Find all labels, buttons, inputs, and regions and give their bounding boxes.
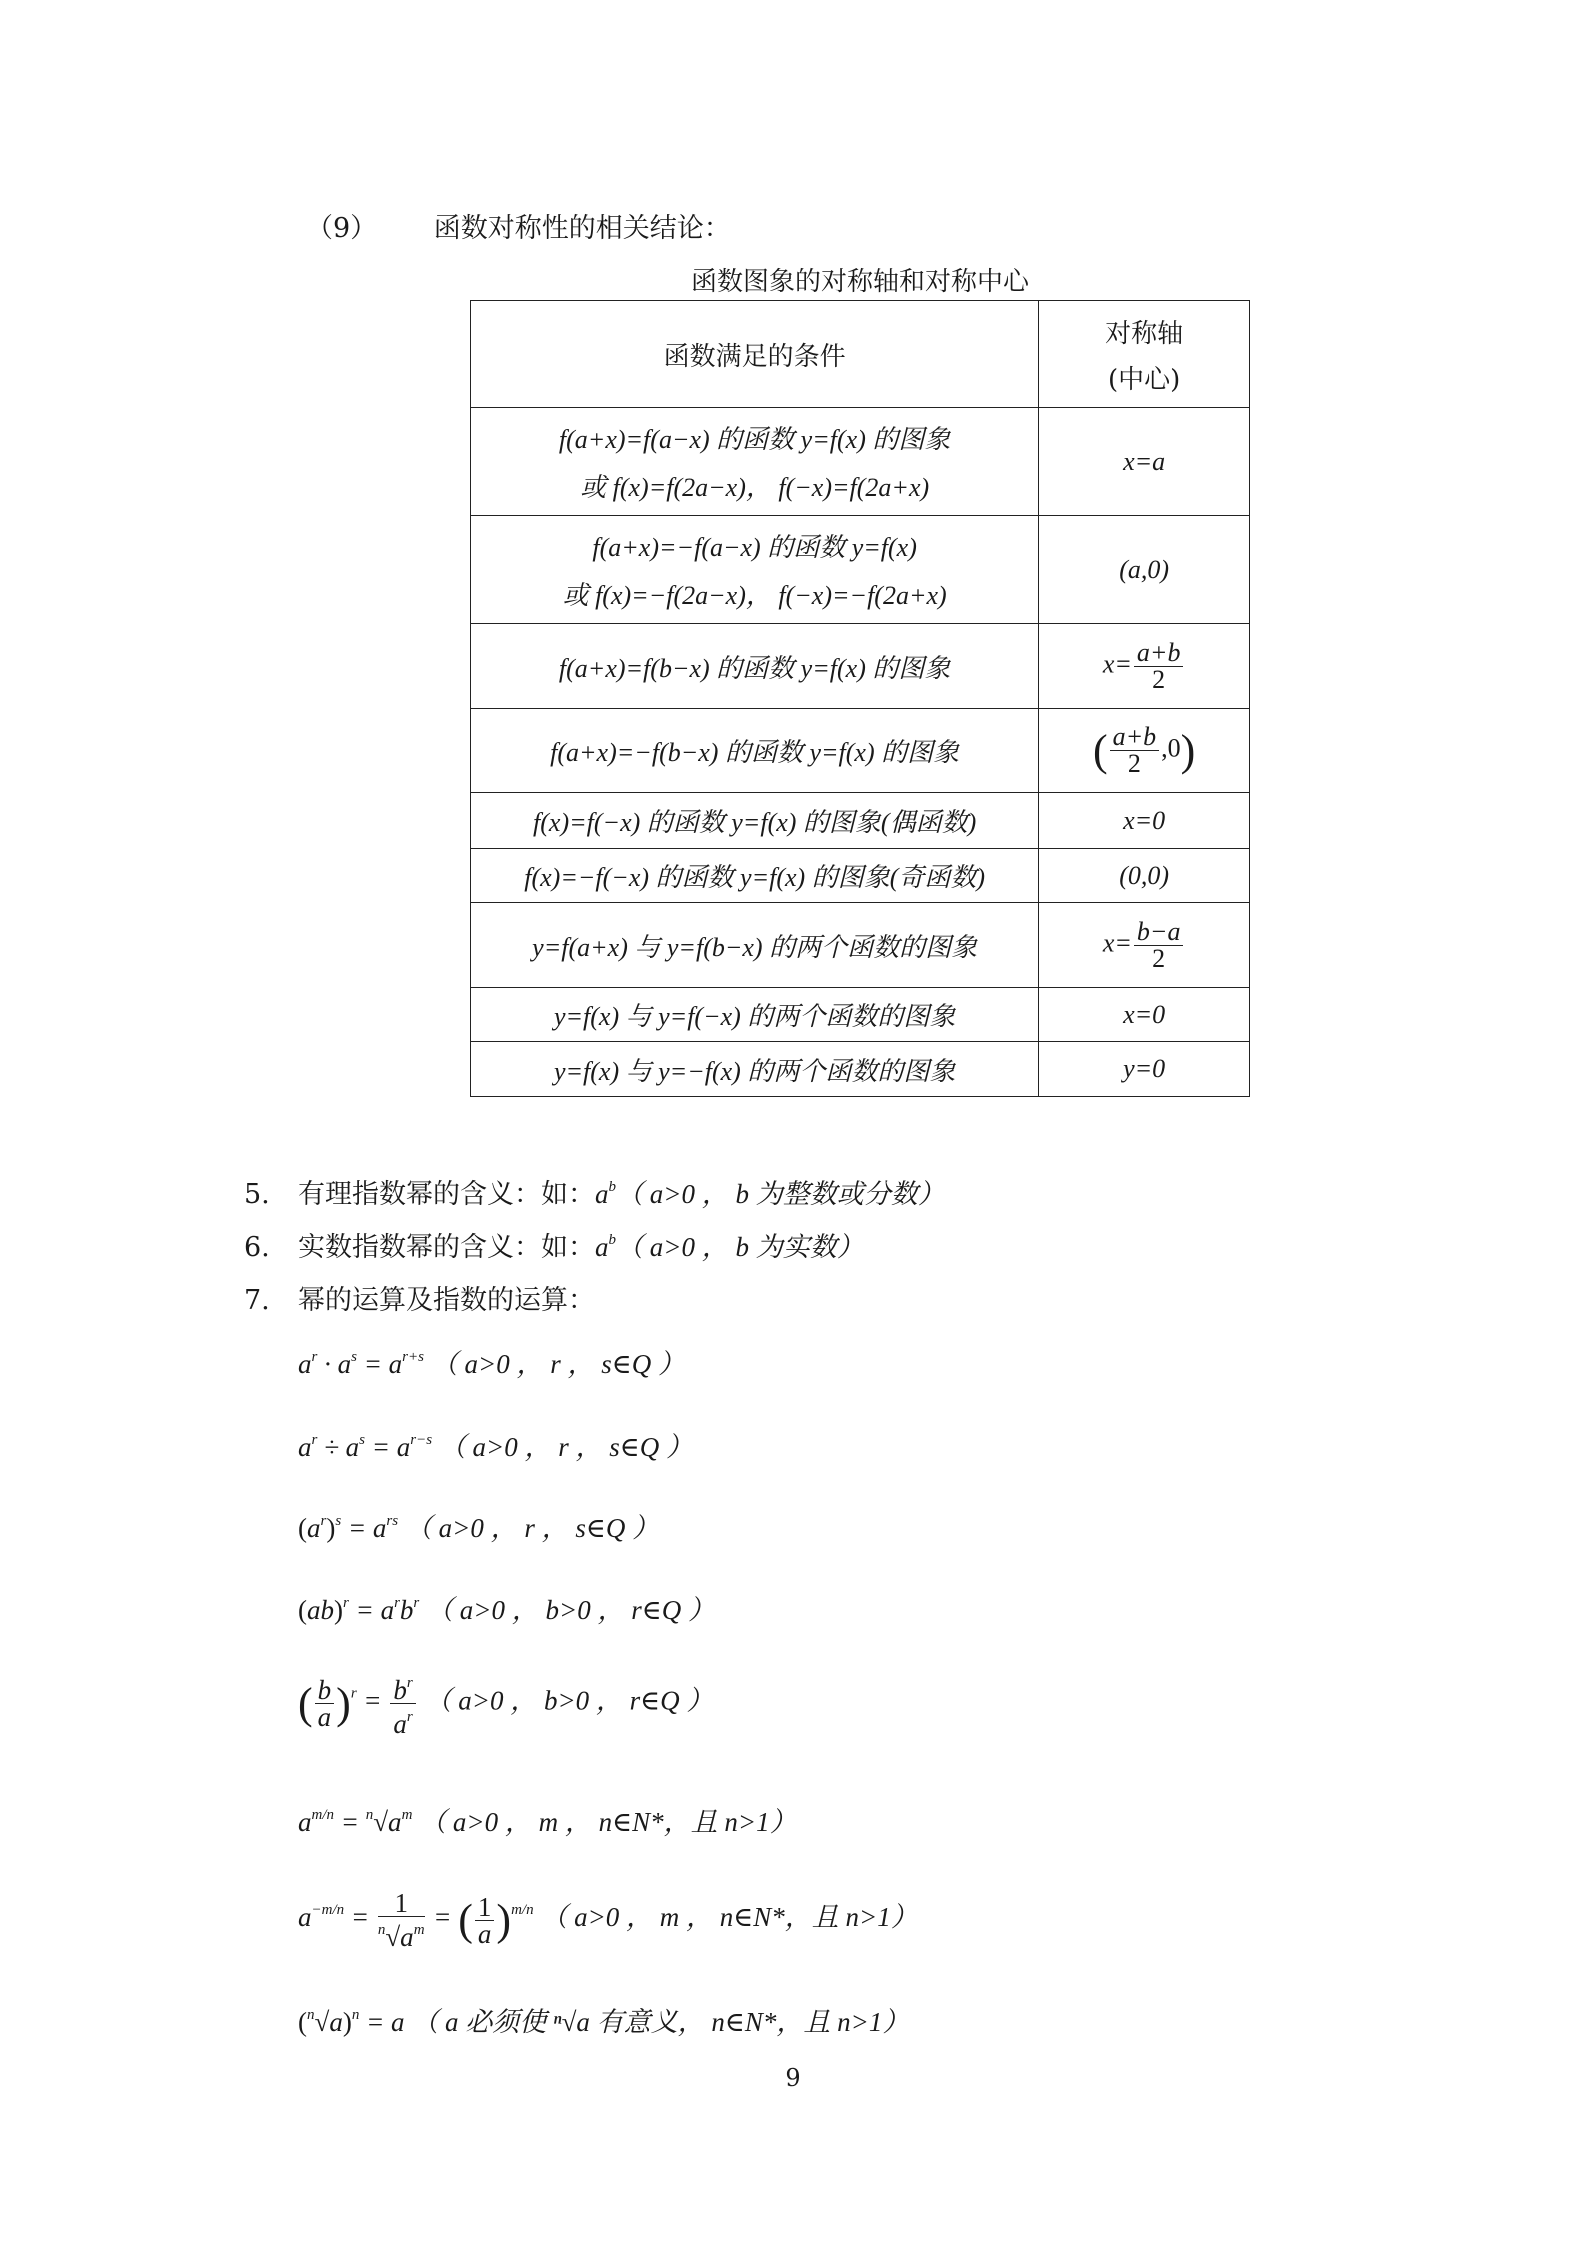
formula-product-power: $(ab)^r = a^rb^r$ （ a>0 ， b>0 ， r∈Q ）	[298, 1595, 715, 1625]
section-title: 函数对称性的相关结论：	[433, 213, 731, 244]
result-cell: (a,0)	[1039, 516, 1250, 624]
list-item-7: 7. 幂的运算及指数的运算：	[244, 1285, 595, 1316]
formula-quotient-power: ( $\frac{b}{a}$ )$^r$ = $\frac{b^r}{a^r}$ （ a>0 ， b>0 ， r∈Q ）	[298, 1670, 713, 1737]
table-row	[471, 849, 1250, 903]
table-row	[471, 408, 1250, 516]
condition-cell: f(x)=−f(−x) 的函数 y=f(x) 的图象(奇函数)	[471, 849, 1039, 903]
condition-cell: f(a+x)=f(a−x) 的函数 y=f(x) 的图象 或 f(x)=f(2a−x)， f(−x)=f(2a+x)	[471, 408, 1039, 516]
table-row	[471, 516, 1250, 624]
table-row	[471, 903, 1250, 988]
condition-cell: y=f(a+x) 与 y=f(b−x) 的两个函数的图象	[471, 903, 1039, 988]
result-cell: x= $\frac{b-a}{2}$	[1039, 903, 1250, 988]
formula-quotient-rule: $a^r \div a^s = a^{r-s}$ （ a>0 ， r ， s∈Q ）	[298, 1432, 694, 1462]
list-item-5: 5. 有理指数幂的含义：如：$a^b$（ a>0 ， b 为整数或分数）	[244, 1179, 945, 1210]
formula-root-power: $(^n√a)^n = a$ （ a 必须使 ⁿ√a 有意义， n∈N*，且 n>1）	[298, 2007, 910, 2037]
result-cell: ( $\frac{a+b}{2}$ ,0)	[1039, 709, 1250, 793]
page-number: 9	[785, 2064, 801, 2092]
section-number: （9）	[306, 213, 378, 244]
section-heading	[306, 206, 731, 245]
symmetry-table	[470, 300, 1250, 1097]
result-cell: y=0	[1039, 1042, 1250, 1097]
table-row	[471, 709, 1250, 793]
condition-cell: y=f(x) 与 y=f(−x) 的两个函数的图象	[471, 988, 1039, 1042]
formula-rational-exponent: $a^{m/n} = ^n√a^m$ （ a>0 ， m ， n∈N*，且 n>1）	[298, 1807, 797, 1837]
result-cell: (0,0)	[1039, 849, 1250, 903]
result-cell: x=0	[1039, 988, 1250, 1042]
table-header-row	[471, 301, 1250, 408]
formula-negative-rational-exponent: $a^{-m/n}$ = $\frac{1}{^n√a^m}$ = ( $\frac{1}{a}$ )$^{m/n}$ （ a>0 ， m ， n∈N*，且 n>1）	[298, 1888, 918, 1952]
list-item-6: 6. 实数指数幂的含义：如：$a^b$（ a>0 ， b 为实数）	[244, 1232, 864, 1263]
header-condition: 函数满足的条件	[471, 301, 1039, 408]
condition-cell: f(a+x)=f(b−x) 的函数 y=f(x) 的图象	[471, 624, 1039, 709]
table-row	[471, 624, 1250, 709]
result-cell: x=a	[1039, 408, 1250, 516]
formula-power-rule: $(a^r)^s = a^{rs}$ （ a>0 ， r ， s∈Q ）	[298, 1513, 660, 1543]
table-row	[471, 793, 1250, 849]
condition-cell: f(x)=f(−x) 的函数 y=f(x) 的图象(偶函数)	[471, 793, 1039, 849]
result-cell: x= $\frac{a+b}{2}$	[1039, 624, 1250, 709]
table-row	[471, 1042, 1250, 1097]
condition-cell: f(a+x)=−f(a−x) 的函数 y=f(x) 或 f(x)=−f(2a−x)， f(−x)=−f(2a+x)	[471, 516, 1039, 624]
result-cell: x=0	[1039, 793, 1250, 849]
table-row	[471, 988, 1250, 1042]
condition-cell: f(a+x)=−f(b−x) 的函数 y=f(x) 的图象	[471, 709, 1039, 793]
condition-cell: y=f(x) 与 y=−f(x) 的两个函数的图象	[471, 1042, 1039, 1097]
formula-product-rule: $a^r \cdot a^s = a^{r+s}$ （ a>0 ， r ， s∈Q ）	[298, 1349, 685, 1379]
table-caption: 函数图象的对称轴和对称中心	[690, 267, 1029, 297]
header-axis-center: 对称轴 (中心)	[1039, 301, 1250, 408]
